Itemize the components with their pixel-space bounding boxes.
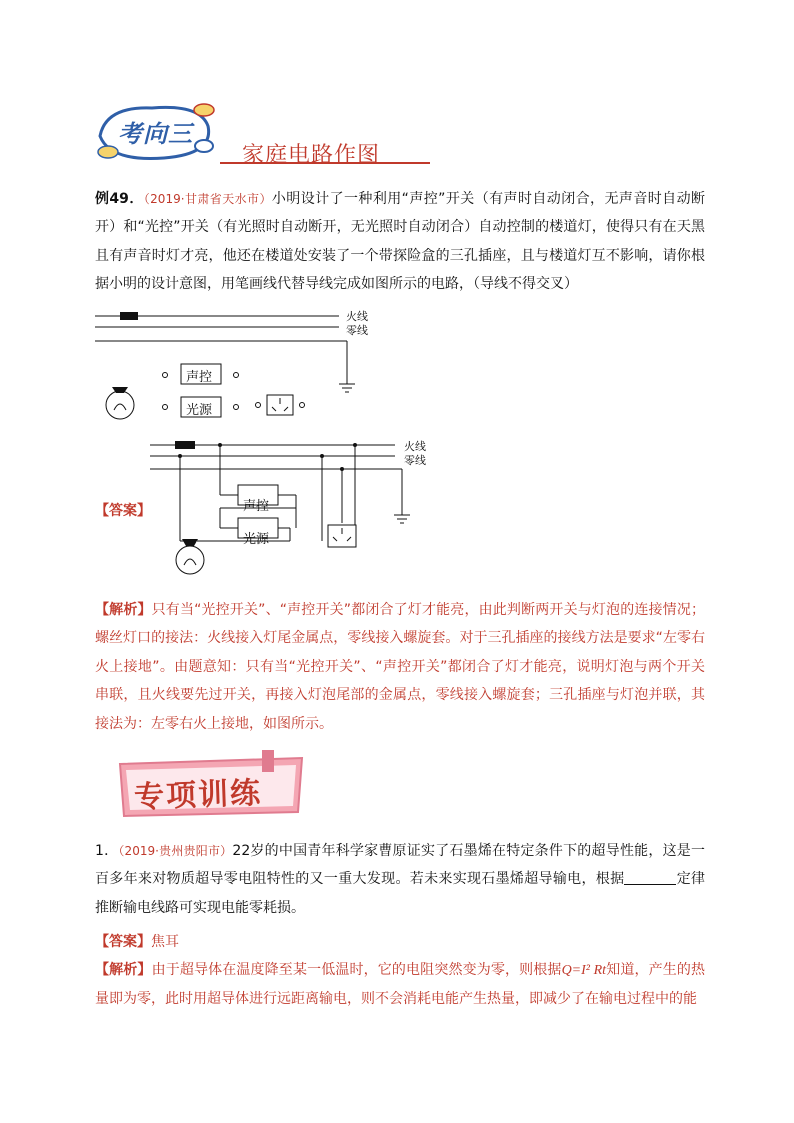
q1-analysis-before: 由于超导体在温度降至某一低温时，它的电阻突然变为零，则根据	[151, 962, 562, 978]
answer-circuit-diagram	[150, 433, 410, 583]
q1-analysis-tag: 【解析】	[95, 962, 152, 978]
fuse-icon	[175, 441, 195, 449]
training-banner	[112, 750, 312, 822]
answer-blank[interactable]	[624, 870, 676, 885]
example-label: 例49．	[95, 191, 144, 207]
socket-icon	[256, 395, 305, 415]
q1-answer-tag: 【答案】	[95, 934, 151, 950]
example-source: （2019·甘肃省天水市）	[143, 192, 272, 206]
q1-analysis	[95, 956, 705, 1014]
analysis-1-text: 只有当“光控开关”、“声控开关”都闭合了灯才能亮，由此判断两开关与灯泡的连接情况；螺丝灯口的接法：火线接入灯尾金属点，零线接入螺旋套。对于三孔插座的接线方法是要求“左零右火上接地”。由题意知：只有当“光控开关”、“声控开关”都闭合了灯才能亮，说明灯泡与两个开关串联，且火线要先过开关，再接入灯泡尾部的金属点，零线接入螺旋套；三孔插座与灯泡并联，其接法为：左零右火上接地，如图所示。	[95, 602, 705, 732]
q1-analysis-after: 知道，产生的热量即为零，此时用超导体进行远距离输电，则不会消耗电能产生热量，即减少了在输电过程中的能	[95, 962, 706, 1008]
bulb-icon	[106, 387, 134, 419]
answer-tag: 【答案】	[95, 503, 151, 519]
a-sound-switch-label: 声控	[243, 499, 270, 514]
fuse-icon	[120, 312, 138, 320]
example-text: 小明设计了一种利用“声控”开关（有声时自动闭合，无声音时自动断开）和“光控”开关（有光照时自动断开，无光照时自动闭合）自动控制的楼道灯，使得只有在天黑且有声音时灯才亮，他还在楼道处安装了一个带探险盒的三孔插座，且与楼道灯互不影响，请你根据小明的设计意图，用笔画线代替导线完成如图所示的电路，（导线不得交叉）	[95, 191, 705, 293]
q1-formula: Q=I² Rt	[561, 963, 607, 978]
analysis-1-tag: 【解析】	[95, 602, 152, 618]
section-title: 家庭电路作图	[242, 143, 381, 168]
question-1	[95, 837, 705, 922]
ring-icon	[194, 104, 214, 116]
clip-icon	[262, 750, 274, 772]
section-badge: 考向三	[118, 119, 193, 148]
q-live-label: 火线	[346, 310, 368, 323]
analysis-1	[95, 596, 705, 738]
q1-answer-text: 焦耳	[151, 934, 179, 950]
socket-icon	[328, 525, 356, 547]
ring-icon	[195, 140, 213, 152]
training-banner-text: 专项训练	[133, 775, 263, 816]
q1-text-after: 定律推断输电线路可实现电能零耗损。	[95, 871, 706, 916]
q1-text-before: 22岁的中国青年科学家曹原证实了石墨烯在特定条件下的超导性能，这是一百多年来对物质超导零电阻特性的又一重大发现。若未来实现石墨烯超导输电，根据	[95, 843, 706, 888]
q-neutral-label: 零线	[346, 324, 368, 337]
a-neutral-label: 零线	[404, 454, 426, 467]
q1-number: 1．	[95, 843, 119, 859]
ring-icon	[98, 146, 118, 158]
q1-source: （2019·贵州贵阳市）	[118, 844, 233, 858]
q1-answer	[95, 928, 705, 956]
q-light-switch-label: 光源	[186, 403, 213, 418]
a-live-label: 火线	[404, 440, 426, 453]
a-light-switch-label: 光源	[243, 532, 270, 547]
section-header	[92, 96, 452, 174]
example-question	[95, 185, 705, 299]
q-sound-switch-label: 声控	[186, 370, 213, 385]
bulb-icon	[176, 539, 204, 574]
